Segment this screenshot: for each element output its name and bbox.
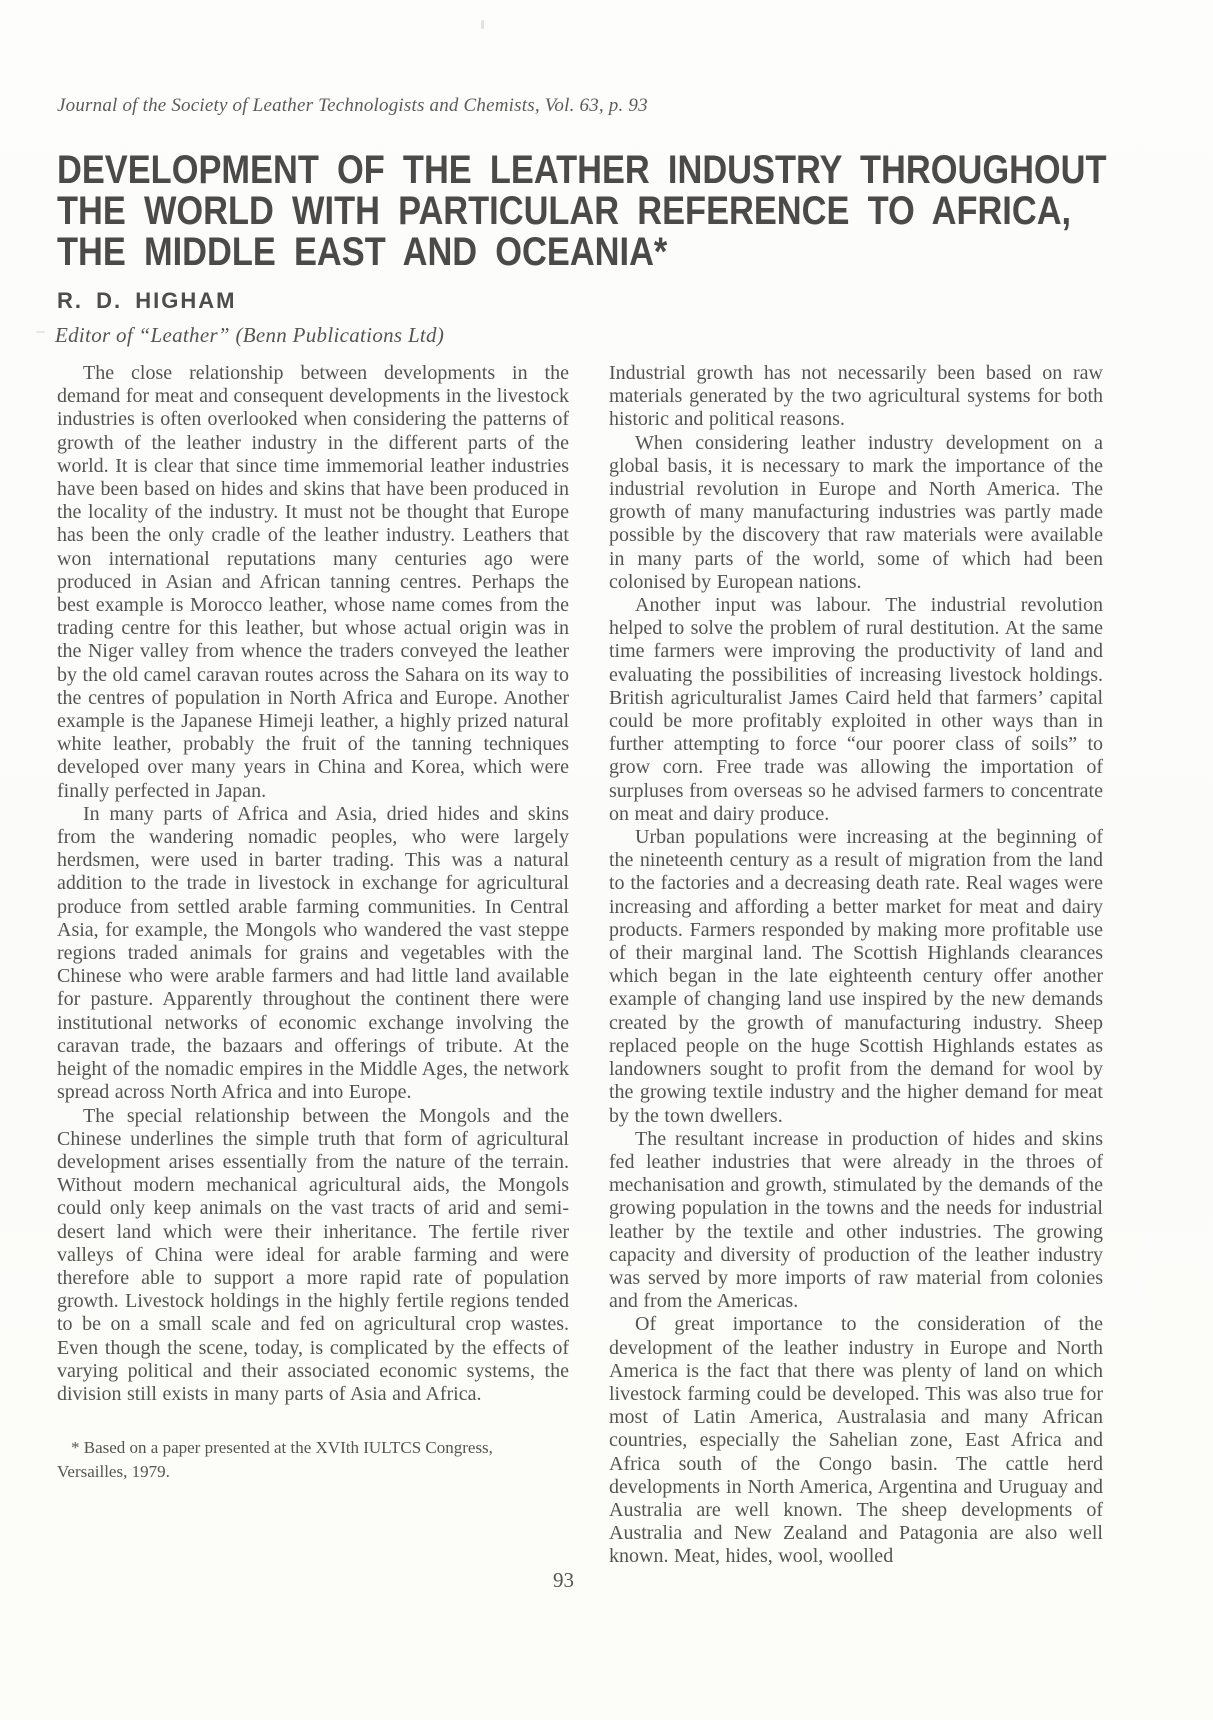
article-title-line-2: THE WORLD WITH PARTICULAR REFERENCE TO AFRICA, <box>57 189 1072 233</box>
journal-header: Journal of the Society of Leather Technologists and Chemists, Vol. 63, p. 93 <box>57 95 648 116</box>
body-paragraph: The special relationship between the Mongols and the Chinese underlines the simple truth that form of agricultural development arises essentially from the nature of the terrain. Without modern mechanical agricultural aids, the Mongols could only keep animals on the vast tracts of arid and semi-desert land which were their inheritance. The fertile river valleys of China were ideal for arable farming and were therefore able to support a more rapid rate of population growth. Livestock holdings in the highly fertile regions tended to be on a small scale and fed on agricultural crop wastes. Even though the scene, today, is complicated by the effects of varying political and their associated economic systems, the division still exists in many parts of Asia and Africa. <box>57 1104 569 1405</box>
body-paragraph: The close relationship between developments in the demand for meat and consequent developments in the livestock industries is often overlooked when considering the patterns of growth of the leather industry in the different parts of the world. It is clear that since time immemorial leather industries have been based on hides and skins that have been produced in the locality of the industry. It must not be thought that Europe has been the only cradle of the leather industry. Leathers that won international reputations many centuries ago were produced in Asian and African tanning centres. Perhaps the best example is Morocco leather, whose name comes from the trading centre for this leather, but whose actual origin was in the Niger valley from whence the traders conveyed the leather by the old camel caravan routes across the Sahara on its way to the centres of population in North Africa and Europe. Another example is the Japanese Himeji leather, a highly prized natural white leather, probably the fruit of the tanning techniques developed over many years in China and Korea, which were finally perfected in Japan. <box>57 362 569 802</box>
right-column <box>609 362 1103 1569</box>
article-title-line-1: DEVELOPMENT OF THE LEATHER INDUSTRY THROUGHOUT <box>57 148 1107 192</box>
body-paragraph: When considering leather industry development on a global basis, it is necessary to mark the importance of the industrial revolution in Europe and North America. The growth of many manufacturing industries was partly made possible by the discovery that raw materials were available in many parts of the world, some of which had been colonised by European nations. <box>609 431 1103 593</box>
body-paragraph: Urban populations were increasing at the beginning of the nineteenth century as a result of migration from the land to the factories and a decreasing death rate. Real wages were increasing and affording a better market for meat and dairy products. Farmers responded by making more profitable use of their marginal land. The Scottish Highlands clearances which began in the late eighteenth century offer another example of changing land use inspired by the new demands created by the growth of manufacturing industry. Sheep replaced people on the huge Scottish Highlands estates as landowners sought to profit from the demand for wool by the growing textile industry and the higher demand for meat by the town dwellers. <box>609 826 1103 1127</box>
body-paragraph: Industrial growth has not necessarily been based on raw materials generated by the two agricultural systems for both historic and political reasons. <box>609 362 1103 431</box>
author-name: R. D. HIGHAM <box>57 288 237 313</box>
article-title-line-3: THE MIDDLE EAST AND OCEANIA* <box>57 230 668 274</box>
body-paragraph: Another input was labour. The industrial revolution helped to solve the problem of rural destitution. At the same time farmers were improving the productivity of land and evaluating the possibilities of increasing livestock holdings. British agriculturalist James Caird held that farmers’ capital could be more profitably exploited in other ways than in further attempting to force “our poorer class of soils” to grow corn. Free trade was allowing the importation of surpluses from overseas so he advised farmers to concentrate on meat and dairy produce. <box>609 594 1103 825</box>
article-title <box>57 150 1107 273</box>
page-number: 93 <box>553 1568 574 1592</box>
body-paragraph: In many parts of Africa and Asia, dried hides and skins from the wandering nomadic peoples, who were largely herdsmen, were used in barter trading. This was a natural addition to the trade in livestock in exchange for agricultural produce from settled arable farming communities. In Central Asia, for example, the Mongols who wandered the vast steppe regions traded animals for grains and vegetables with the Chinese who were arable farmers and had little land available for pasture. Apparently throughout the continent there were institutional networks of economic exchange involving the caravan trade, the bazaars and offerings of tribute. At the height of the nomadic empires in the Middle Ages, the network spread across North Africa and into Europe. <box>57 802 569 1104</box>
scan-speck-icon <box>36 331 45 333</box>
two-column-body <box>57 362 1103 1569</box>
left-column <box>57 362 569 1569</box>
body-paragraph: The resultant increase in production of hides and skins fed leather industries that were already in the throes of mechanisation and growth, stimulated by the demands of the growing population in the towns and the needs for industrial leather by the textile and other industries. The growing capacity and diversity of production of the leather industry was served by more imports of raw material from colonies and from the Americas. <box>609 1127 1103 1313</box>
author-affiliation: Editor of “Leather” (Benn Publications Ltd) <box>55 323 445 347</box>
footnote: * Based on a paper presented at the XVIth IULTCS Congress, Versailles, 1979. <box>57 1438 493 1482</box>
scan-speck-icon <box>481 20 484 29</box>
body-paragraph: Of great importance to the consideration of the development of the leather industry in Europe and North America is the fact that there was plenty of land on which livestock farming could be developed. This was also true for most of Latin America, Australasia and many African countries, especially the Sahelian zone, East Africa and Africa south of the Congo basin. The cattle herd developments in North America, Argentina and Uruguay and Australia are well known. The sheep developments of Australia and New Zealand and Patagonia are also well known. Meat, hides, wool, woolled <box>609 1313 1103 1568</box>
